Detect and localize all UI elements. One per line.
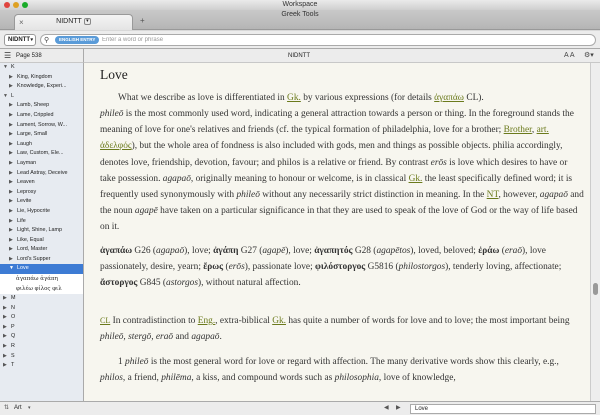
disclosure-open-icon[interactable]: ▼ bbox=[3, 64, 8, 70]
disclosure-closed-icon[interactable]: ▶ bbox=[9, 236, 13, 243]
sidebar-item-label: Lead Astray, Deceive bbox=[17, 169, 68, 176]
tab-nidntt[interactable] bbox=[14, 14, 133, 30]
article-heading: Love bbox=[100, 67, 128, 82]
disclosure-closed-icon[interactable]: ▶ bbox=[3, 295, 7, 302]
disclosure-closed-icon[interactable]: ▶ bbox=[3, 352, 7, 359]
sidebar-item[interactable] bbox=[0, 255, 83, 265]
disclosure-closed-icon[interactable]: ▶ bbox=[9, 73, 13, 80]
sidebar-item[interactable] bbox=[0, 361, 83, 371]
disclosure-closed-icon[interactable]: ▶ bbox=[3, 314, 7, 321]
link-brother[interactable]: Brother bbox=[503, 125, 532, 136]
minimize-window-button[interactable] bbox=[13, 2, 19, 8]
sidebar-item[interactable] bbox=[0, 313, 83, 323]
sidebar-item[interactable] bbox=[0, 140, 83, 150]
sidebar-item[interactable] bbox=[0, 121, 83, 131]
sidebar-item[interactable] bbox=[0, 101, 83, 111]
disclosure-closed-icon[interactable]: ▶ bbox=[9, 227, 13, 234]
sidebar-item[interactable] bbox=[0, 92, 83, 102]
sidebar-tree bbox=[0, 63, 84, 401]
sidebar-item[interactable] bbox=[0, 264, 83, 274]
link-agapao[interactable]: ἀγαπάω bbox=[434, 93, 464, 103]
link-nt[interactable]: NT bbox=[486, 190, 499, 201]
paragraph-phileo: phileō is the most commonly used word, indicating a general attraction towards a person or thing. In the foreground stands the meaning of love for one's relatives and friends (cf. the typical formation of philadelphia, love for a brother; Brother, art. ἀδελφός), but the whole area of fondness is also included with gods, men and things as possible objects. philia accordingly, denotes love, friendship, devotion, favour; and philos is a relative or friend. By contrast erōs is love which desires to have or take possession. agapaō, originally meaning to honour or welcome, is in classical Gk. the least specifically defined word; it is frequently used synonymously with phileō without any necessarily strict distinction in meaning. In the NT, however, agapaō and the noun agapē have taken on a particular significance in that they are used to speak of the love of God or the way of life based on it. bbox=[100, 109, 584, 233]
sidebar-item[interactable] bbox=[0, 207, 83, 217]
disclosure-closed-icon[interactable]: ▶ bbox=[9, 83, 13, 90]
sidebar-item[interactable] bbox=[0, 178, 83, 188]
disclosure-closed-icon[interactable]: ▶ bbox=[9, 169, 13, 176]
window-controls bbox=[4, 2, 28, 8]
toolbar bbox=[0, 31, 600, 49]
sidebar-item[interactable] bbox=[0, 332, 83, 342]
sidebar-item[interactable] bbox=[0, 342, 83, 352]
link-art-adelphos[interactable]: art. ἀδελφός bbox=[100, 125, 549, 152]
disclosure-closed-icon[interactable]: ▶ bbox=[9, 217, 13, 224]
scroll-thumb[interactable] bbox=[593, 283, 598, 295]
sidebar-greek-line: φιλέω φίλος φιλ bbox=[16, 286, 62, 293]
mode-select[interactable]: Art bbox=[14, 405, 22, 411]
vertical-scrollbar[interactable] bbox=[590, 63, 600, 401]
sidebar-item[interactable] bbox=[0, 245, 83, 255]
page-label: Page 538 bbox=[16, 53, 42, 59]
sidebar-greek-sublist[interactable] bbox=[0, 274, 83, 294]
search-input[interactable] bbox=[102, 35, 582, 45]
disclosure-closed-icon[interactable]: ▶ bbox=[9, 102, 13, 109]
sidebar-item[interactable] bbox=[0, 73, 83, 83]
tab-label: NIDNTT bbox=[56, 18, 82, 25]
disclosure-closed-icon[interactable]: ▶ bbox=[3, 323, 7, 330]
sidebar-item-label: Q bbox=[11, 333, 16, 340]
article-pane bbox=[84, 63, 590, 401]
find-input-value: Love bbox=[415, 406, 429, 412]
sidebar-item-label: Love bbox=[17, 265, 29, 272]
sidebar-item[interactable] bbox=[0, 130, 83, 140]
window-title: Workspace bbox=[282, 1, 318, 8]
sidebar-item-label: L bbox=[11, 92, 14, 99]
sidebar-item[interactable] bbox=[0, 236, 83, 246]
sidebar-item[interactable] bbox=[0, 111, 83, 121]
maximize-window-button[interactable] bbox=[22, 2, 28, 8]
tab-bar bbox=[0, 10, 600, 30]
disclosure-closed-icon[interactable]: ▶ bbox=[9, 188, 13, 195]
sidebar-item-label: T bbox=[11, 362, 15, 369]
link-gk[interactable]: Gk. bbox=[408, 173, 423, 184]
sidebar-item-label: Law, Custom, Ele... bbox=[17, 150, 64, 157]
prev-result-button[interactable]: ◀ bbox=[384, 405, 389, 411]
disclosure-closed-icon[interactable]: ▶ bbox=[9, 159, 13, 166]
resource-select[interactable] bbox=[4, 34, 36, 46]
disclosure-closed-icon[interactable]: ▶ bbox=[9, 150, 13, 157]
sidebar-item-label: R bbox=[11, 343, 15, 350]
close-icon[interactable]: × bbox=[19, 18, 24, 27]
resource-select-label: NIDNTT bbox=[8, 37, 30, 43]
disclosure-closed-icon[interactable]: ▶ bbox=[3, 333, 7, 340]
disclosure-closed-icon[interactable]: ▶ bbox=[9, 121, 13, 128]
sidebar-item-label: Knowledge, Experi... bbox=[17, 83, 67, 90]
sidebar-greek-line: ἀγαπάω ἀγάπη bbox=[16, 276, 58, 283]
disclosure-closed-icon[interactable]: ▶ bbox=[3, 343, 7, 350]
sidebar-item-label: Lord's Supper bbox=[17, 255, 51, 262]
chevron-down-icon[interactable]: ▾ bbox=[28, 405, 31, 411]
paragraph-cl: CL In contradistinction to Eng., extra-biblical Gk. has quite a number of words for love and to love; the most important being phileō, stergō, eraō and agapaō. bbox=[100, 316, 570, 343]
sidebar-item-label: K bbox=[11, 64, 15, 70]
sync-icon[interactable]: ⇅ bbox=[4, 405, 10, 411]
sidebar-item[interactable] bbox=[0, 188, 83, 198]
sidebar-item[interactable] bbox=[0, 352, 83, 362]
disclosure-closed-icon[interactable]: ▶ bbox=[9, 111, 13, 118]
disclosure-open-icon[interactable]: ▼ bbox=[9, 265, 14, 272]
content-title: NIDNTT bbox=[288, 53, 310, 59]
sidebar-item-label: Lament, Sorrow, W... bbox=[17, 121, 68, 128]
disclosure-closed-icon[interactable]: ▶ bbox=[3, 362, 7, 369]
disclosure-closed-icon[interactable]: ▶ bbox=[9, 198, 13, 205]
disclosure-closed-icon[interactable]: ▶ bbox=[9, 131, 13, 138]
content-header bbox=[84, 49, 600, 63]
add-tab-icon[interactable]: + bbox=[140, 16, 145, 25]
disclosure-closed-icon[interactable]: ▶ bbox=[9, 140, 13, 147]
sidebar-item-label: Leprosy bbox=[17, 188, 37, 195]
disclosure-open-icon[interactable]: ▼ bbox=[3, 92, 8, 99]
sidebar-item-label: Layman bbox=[17, 159, 37, 166]
close-window-button[interactable] bbox=[4, 2, 10, 8]
search-scope-pill[interactable]: ENGLISH ENTRY bbox=[55, 36, 99, 44]
sidebar-item-label: Laugh bbox=[17, 140, 32, 147]
paragraph-intro: What we describe as love is differentiated in Gk. by various expressions (for details ἀγαπάω CL). bbox=[118, 93, 484, 103]
sidebar-item-label: Levite bbox=[17, 198, 32, 205]
app-title: Greek Tools bbox=[281, 11, 319, 18]
chevron-down-icon: ▾ bbox=[30, 37, 33, 43]
search-icon: ⚲ bbox=[44, 37, 50, 44]
search-field[interactable] bbox=[40, 34, 596, 46]
find-input[interactable] bbox=[410, 404, 596, 414]
sidebar-item[interactable] bbox=[0, 294, 83, 304]
disclosure-closed-icon[interactable]: ▶ bbox=[3, 304, 7, 311]
sidebar-item-label: Lord, Master bbox=[17, 246, 48, 253]
sidebar-item[interactable] bbox=[0, 304, 83, 314]
sidebar-item-label: Lamb, Sheep bbox=[17, 102, 50, 109]
paragraph-wordlist: ἀγαπάω G26 (agapaō), love; ἀγάπη G27 (agapē), love; ἀγαπητός G28 (agapētos), loved, beloved; ἐράω (eraō), love passionately, desire, yearn; ἔρως (erōs), passionate love; φιλόστοργος G5816 (philostorgos), tenderly loving, affectionate; ἄστοργος G845 (astorgos), without natural affection. bbox=[100, 246, 562, 289]
status-bar bbox=[0, 401, 600, 415]
link-eng[interactable]: Eng. bbox=[197, 316, 216, 326]
sidebar-item-label: Large, Small bbox=[17, 131, 48, 138]
list-icon[interactable]: ☰ bbox=[4, 51, 12, 60]
disclosure-closed-icon[interactable]: ▶ bbox=[9, 246, 13, 253]
sidebar-item-label: Lame, Crippled bbox=[17, 111, 54, 118]
link-gk[interactable]: Gk. bbox=[287, 93, 301, 103]
sidebar-item[interactable] bbox=[0, 169, 83, 179]
sidebar-item-label: Like, Equal bbox=[17, 236, 44, 243]
paragraph-section-1: 1 phileō is the most general word for love or regard with affection. The many derivative words show this clearly, e.g., philos, a friend, philēma, a kiss, and compound words such as philosophia, love of knowledge, bbox=[100, 357, 559, 384]
link-cl[interactable]: CL bbox=[100, 316, 111, 325]
sidebar-item[interactable] bbox=[0, 226, 83, 236]
sidebar-item-label: Leaven bbox=[17, 179, 35, 186]
chevron-down-icon[interactable]: ▾ bbox=[84, 18, 91, 25]
sidebar-item[interactable] bbox=[0, 197, 83, 207]
sidebar-item-label: Light, Shine, Lamp bbox=[17, 227, 62, 234]
font-size-control[interactable]: A A bbox=[564, 52, 575, 59]
sidebar-item[interactable] bbox=[0, 159, 83, 169]
disclosure-closed-icon[interactable]: ▶ bbox=[9, 255, 13, 262]
sidebar-item-label: P bbox=[11, 323, 15, 330]
sidebar-item[interactable] bbox=[0, 149, 83, 159]
sidebar-item-label: Life bbox=[17, 217, 26, 224]
gear-icon[interactable]: ⚙▾ bbox=[584, 52, 594, 59]
sidebar-item[interactable] bbox=[0, 63, 83, 73]
sidebar-item-label: M bbox=[11, 295, 16, 302]
sidebar-item-label: O bbox=[11, 314, 16, 321]
sidebar-item[interactable] bbox=[0, 217, 83, 227]
sidebar-item[interactable] bbox=[0, 82, 83, 92]
link-gk[interactable]: Gk. bbox=[272, 316, 286, 326]
window-titlebar bbox=[0, 0, 600, 10]
sidebar-item-label: Lie, Hypocrite bbox=[17, 207, 50, 214]
next-result-button[interactable]: ▶ bbox=[396, 405, 401, 411]
disclosure-closed-icon[interactable]: ▶ bbox=[9, 207, 13, 214]
disclosure-closed-icon[interactable]: ▶ bbox=[9, 179, 13, 186]
sidebar-item[interactable] bbox=[0, 323, 83, 333]
sidebar-header bbox=[0, 49, 84, 63]
sidebar-item-label: S bbox=[11, 352, 15, 359]
sidebar-item-label: N bbox=[11, 304, 15, 311]
sidebar-item-label: King, Kingdom bbox=[17, 73, 53, 80]
